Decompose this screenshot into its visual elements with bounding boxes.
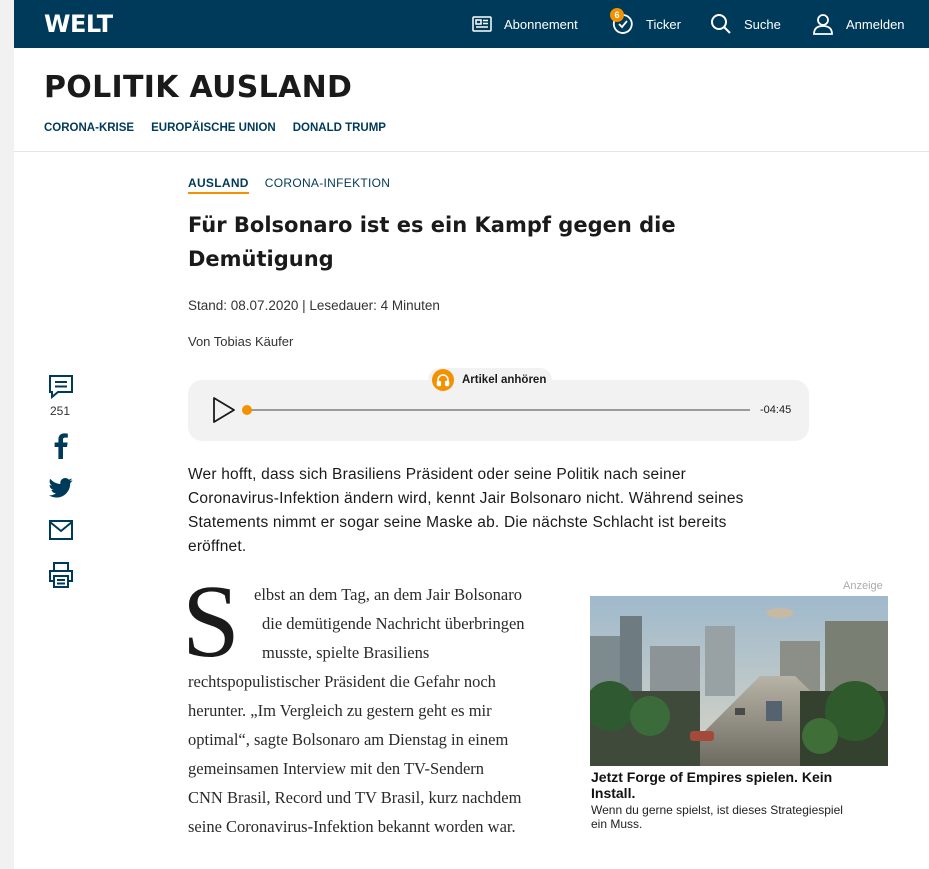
section-subnav: [44, 122, 386, 134]
subnav-item-donald-trump[interactable]: DONALD TRUMP: [292, 122, 386, 134]
body-line: gemeinsamen Interview mit den TV-Sendern: [188, 759, 485, 778]
section-title[interactable]: POLITIK AUSLAND: [44, 70, 353, 105]
topic-link[interactable]: CORONA-INFEKTION: [264, 176, 391, 190]
body-line: optimal“, sagte Bolsonaro am Dienstag in einem: [188, 730, 509, 749]
comment-icon[interactable]: [48, 374, 74, 400]
dropcap: S: [182, 564, 240, 679]
top-navigation-bar: [14, 0, 929, 48]
nav-abonnement[interactable]: [472, 0, 578, 48]
audio-progress-track[interactable]: [246, 409, 750, 411]
subnav-item-corona-krise[interactable]: CORONA-KRISE: [44, 122, 135, 134]
subnav-item-europaeische-union[interactable]: EUROPÄISCHE UNION: [151, 122, 276, 134]
audio-remaining-time: -04:45: [760, 404, 792, 416]
comment-count[interactable]: 251: [50, 404, 71, 418]
ad-text-line-1: Wenn du gerne spielst, ist dieses Strategiespiel: [591, 803, 843, 817]
newspaper-icon: [472, 16, 492, 32]
body-line: herunter. „Im Vergleich zu gestern geht es mir: [188, 701, 492, 720]
intro-line: Statements nimmt er sogar seine Maske ab. Die nächste Schlacht ist bereits: [188, 514, 727, 531]
headline-line-1: Für Bolsonaro ist es ein Kampf gegen die: [188, 213, 676, 237]
body-line: CNN Brasil, Record und TV Brasil, kurz nachdem: [188, 788, 522, 807]
print-icon[interactable]: [49, 562, 73, 588]
article-intro: [188, 463, 808, 559]
ad-image[interactable]: [590, 596, 888, 766]
header-divider: [14, 151, 929, 152]
intro-line: Coronavirus-Infektion ändern wird, kennt Jair Bolsonaro nicht. Während seines: [188, 490, 744, 507]
audio-player-label[interactable]: [428, 368, 552, 392]
nav-ticker[interactable]: [612, 0, 681, 48]
ticker-badge: 6: [610, 8, 624, 22]
nav-abonnement-label: Abonnement: [504, 16, 578, 32]
facebook-icon[interactable]: [54, 433, 68, 459]
breadcrumb: [188, 176, 390, 194]
ad-title[interactable]: [591, 769, 881, 801]
welt-logo[interactable]: WELT: [44, 10, 113, 38]
body-line: elbst an dem Tag, an dem Jair Bolsonaro: [254, 585, 522, 604]
audio-label-text: Artikel anhören: [462, 374, 547, 386]
article-headline: [188, 208, 748, 276]
play-icon[interactable]: [211, 396, 237, 424]
body-line: die demütigende Nachricht überbringen: [262, 614, 525, 633]
search-icon: [710, 13, 732, 35]
intro-line: Wer hofft, dass sich Brasiliens Präsident oder seine Politik nach seiner: [188, 466, 687, 483]
ad-description[interactable]: [591, 803, 881, 831]
ad-title-line-2: Install.: [591, 785, 636, 801]
headphones-icon: [432, 369, 454, 391]
body-line: seine Coronavirus-Infektion bekannt worden war.: [188, 817, 516, 836]
user-icon: [812, 13, 834, 35]
nav-suche[interactable]: [710, 0, 781, 48]
twitter-icon[interactable]: [49, 478, 73, 498]
nav-anmelden[interactable]: [812, 0, 905, 48]
headline-line-2: Demütigung: [188, 247, 334, 271]
ad-title-line-1: Jetzt Forge of Empires spielen. Kein: [591, 769, 833, 785]
article-date-readtime: Stand: 08.07.2020 | Lesedauer: 4 Minuten: [188, 298, 440, 313]
intro-line: eröffnet.: [188, 538, 247, 555]
nav-anmelden-label: Anmelden: [846, 16, 905, 32]
body-line: musste, spielte Brasiliens: [262, 643, 430, 662]
email-icon[interactable]: [49, 520, 73, 540]
nav-ticker-label: Ticker: [646, 16, 681, 32]
article-author[interactable]: Von Tobias Käufer: [188, 334, 294, 349]
category-link[interactable]: AUSLAND: [188, 176, 249, 194]
audio-progress-knob[interactable]: [242, 405, 252, 415]
body-line: rechtspopulistischer Präsident die Gefahr noch: [188, 672, 496, 691]
ad-text-line-2: ein Muss.: [591, 817, 643, 831]
nav-suche-label: Suche: [744, 16, 781, 32]
page: [14, 0, 929, 869]
ad-label: Anzeige: [843, 580, 883, 592]
